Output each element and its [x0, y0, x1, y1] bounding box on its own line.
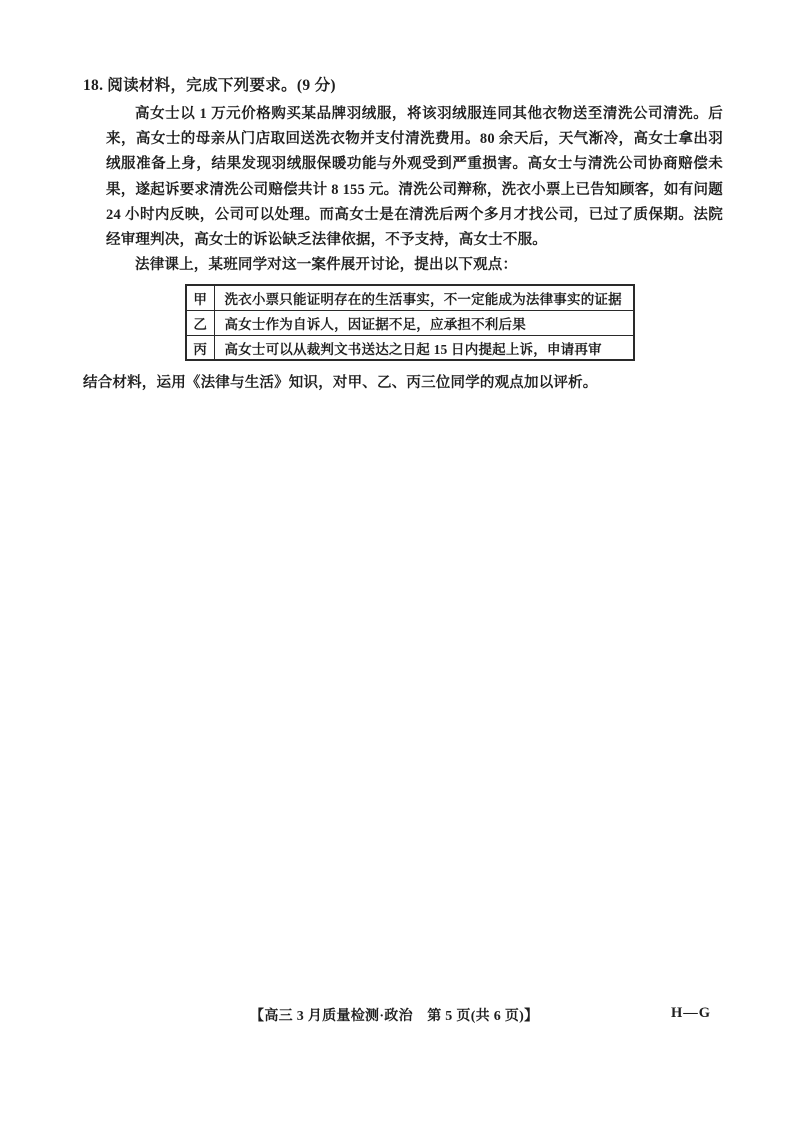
question-heading [83, 74, 724, 98]
student-label: 甲 [186, 285, 214, 310]
paper-code: H—G [671, 1005, 712, 1021]
viewpoint-text: 高女士可以从裁判文书送达之日起 15 日内提起上诉，申请再审 [214, 335, 634, 360]
task-instruction: 结合材料，运用《法律与生活》知识，对甲、乙、丙三位同学的观点加以评析。 [83, 375, 598, 392]
discussion-intro: 法律课上，某班同学对这一案件展开讨论，提出以下观点： [135, 257, 518, 274]
student-label: 乙 [186, 310, 214, 335]
viewpoints-table [185, 284, 635, 361]
question-number: 18. [83, 77, 104, 94]
material-paragraph: 高女士以 1 万元价格购买某品牌羽绒服，将该羽绒服连同其他衣物送至清洗公司清洗。后来，高女士的母亲从门店取回送洗衣物并支付清洗费用。80 余天后，天气渐冷，高女士拿出羽绒服准备上身，结果发现羽绒服保暖功能与外观受到严重损害。高女士与清洗公司协商赔偿未果，遂起诉要求清洗公司赔偿共计 8 155 元。清洗公司辩称，洗衣小票上已告知顾客，如有问题 24 小时内反映，公司可以处理。而高女士是在清洗后两个多月才找公司，已过了质保期。法院经审理判决，高女士的诉讼缺乏法律依据，不予支持，高女士不服。 [106, 106, 723, 249]
question-title: 阅读材料，完成下列要求。(9 分) [107, 77, 336, 94]
footer-page-info: 【高三 3 月质量检测·政治 第 5 页(共 6 页)】 [250, 1009, 539, 1024]
viewpoint-text: 高女士作为自诉人，因证据不足，应承担不利后果 [214, 310, 634, 335]
question-18 [83, 74, 724, 396]
table-row-jia [186, 285, 634, 310]
table-row-bing [186, 335, 634, 360]
student-label: 丙 [186, 335, 214, 360]
viewpoint-text: 洗衣小票只能证明存在的生活事实，不一定能成为法律事实的证据 [214, 285, 634, 310]
table-row-yi [186, 310, 634, 335]
